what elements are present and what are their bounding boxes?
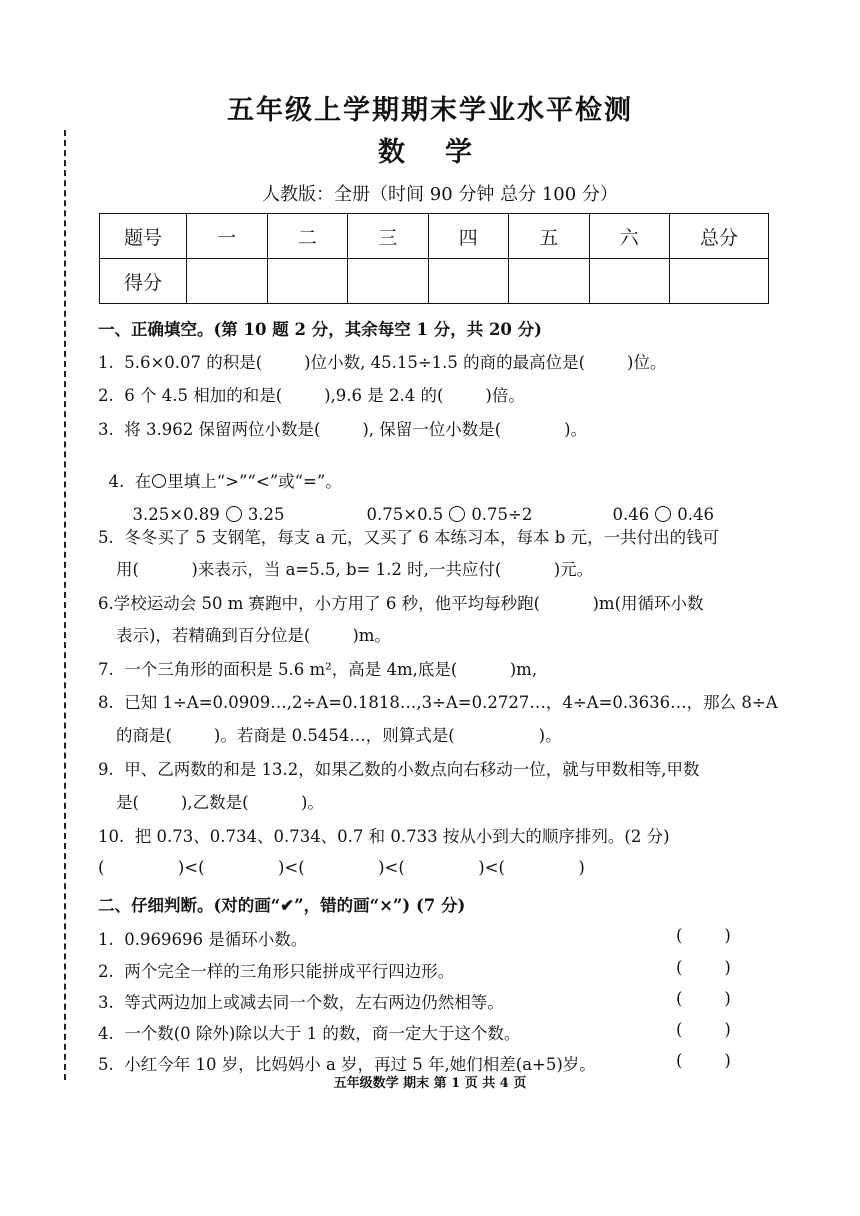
judge-answer-1[interactable]: ( ): [676, 926, 731, 945]
score-cell: 五: [509, 214, 590, 259]
question-10-line1: 10. 把 0.73、0.734、0.734、0.7 和 0.733 按从小到大的顺序排列。(2 分): [98, 827, 670, 846]
question-5-line2: 用( )来表示，当 a=5.5, b= 1.2 时,一共应付( )元。: [116, 560, 594, 579]
judge-answer-5[interactable]: ( ): [676, 1051, 731, 1070]
question-10-answer-line: ( )<( )<( )<( )<( ): [98, 858, 585, 877]
judge-answer-2[interactable]: ( ): [676, 958, 731, 977]
judge-answer-3[interactable]: ( ): [676, 989, 731, 1008]
compare-left: 0.75×0.5: [366, 505, 444, 524]
question-1: 1. 5.6×0.07 的积是( )位小数, 45.15÷1.5 的商的最高位是( )位。: [98, 353, 667, 372]
score-input-cell[interactable]: [428, 259, 509, 304]
score-input-cell[interactable]: [589, 259, 670, 304]
question-8-line1: 8. 已知 1÷A=0.0909…,2÷A=0.1818…,3÷A=0.2727…，4÷A=0.3636…，那么 8÷A: [98, 693, 778, 712]
score-cell: 二: [267, 214, 348, 259]
compare-circle-icon[interactable]: [226, 506, 242, 522]
question-4-item-c: [602, 486, 714, 524]
page-footer: 五年级数学 期末 第 1 页 共 4 页: [333, 1076, 527, 1091]
score-cell: 四: [428, 214, 509, 259]
compare-right: 3.25: [247, 505, 285, 524]
score-cell: 一: [187, 214, 268, 259]
score-cell: 题号: [100, 214, 187, 259]
score-input-cell[interactable]: [670, 259, 769, 304]
question-9-line2: 是( ),乙数是( )。: [116, 793, 324, 812]
score-input-cell[interactable]: [509, 259, 590, 304]
exam-title: 五年级上学期期末学业水平检测: [227, 95, 633, 126]
compare-right: 0.75÷2: [471, 505, 533, 524]
score-cell: 总分: [670, 214, 769, 259]
score-input-cell[interactable]: [267, 259, 348, 304]
exam-edition: 人教版：全册（时间 90 分钟 总分 100 分）: [262, 184, 618, 205]
compare-left: 0.46: [612, 505, 650, 524]
question-5-line1: 5. 冬冬买了 5 支钢笔，每支 a 元，又买了 6 本练习本，每本 b 元，一共付出的钱可: [98, 528, 720, 547]
score-cell: 六: [589, 214, 670, 259]
compare-right: 0.46: [677, 505, 714, 524]
judge-item-5: 5. 小红今年 10 岁，比妈妈小 a 岁，再过 5 年,她们相差(a+5)岁。: [98, 1055, 596, 1074]
section1-heading: 一、正确填空。(第 10 题 2 分，其余每空 1 分，共 20 分): [98, 320, 542, 339]
judge-item-1: 1. 0.969696 是循环小数。: [98, 930, 308, 949]
score-input-cell[interactable]: [348, 259, 429, 304]
score-table: [99, 213, 769, 304]
judge-item-4: 4. 一个数(0 除外)除以大于 1 的数，商一定大于这个数。: [98, 1024, 521, 1043]
question-4-prefix: 4. 在: [108, 472, 152, 491]
score-table-header-row: [100, 214, 769, 259]
binding-margin-line: [64, 130, 66, 1080]
question-4-suffix: 里填上“>”“<”或“=”。: [167, 472, 342, 491]
judge-item-2: 2. 两个完全一样的三角形只能拼成平行四边形。: [98, 962, 455, 981]
question-6-line1: 6.学校运动会 50 m 赛跑中，小方用了 6 秒，他平均每秒跑( )m(用循环小数: [98, 594, 704, 613]
score-label: 得分: [100, 259, 187, 304]
compare-left: 3.25×0.89: [132, 505, 220, 524]
question-4-item-a: [122, 486, 285, 524]
question-4-item-b: [356, 486, 532, 524]
question-8-line2: 的商是( )。若商是 0.5454…，则算式是( )。: [116, 726, 562, 745]
score-table-score-row: [100, 259, 769, 304]
question-9-line1: 9. 甲、乙两数的和是 13.2，如果乙数的小数点向右移动一位，就与甲数相等,甲数: [98, 760, 700, 779]
question-6-line2: 表示)，若精确到百分位是( )m。: [116, 626, 391, 645]
section2-heading: 二、仔细判断。(对的画“✔”，错的画“×”) (7 分): [98, 896, 466, 915]
question-2: 2. 6 个 4.5 相加的和是( ),9.6 是 2.4 的( )倍。: [98, 386, 525, 405]
question-7: 7. 一个三角形的面积是 5.6 m²，高是 4m,底是( )m,: [98, 660, 538, 679]
compare-circle-icon[interactable]: [655, 506, 671, 522]
score-input-cell[interactable]: [187, 259, 268, 304]
compare-circle-icon[interactable]: [449, 506, 465, 522]
score-cell: 三: [348, 214, 429, 259]
question-3: 3. 将 3.962 保留两位小数是( ), 保留一位小数是( )。: [98, 420, 588, 439]
judge-answer-4[interactable]: ( ): [676, 1020, 731, 1039]
exam-subject: 数学: [378, 137, 512, 168]
judge-item-3: 3. 等式两边加上或减去同一个数，左右两边仍然相等。: [98, 993, 504, 1012]
